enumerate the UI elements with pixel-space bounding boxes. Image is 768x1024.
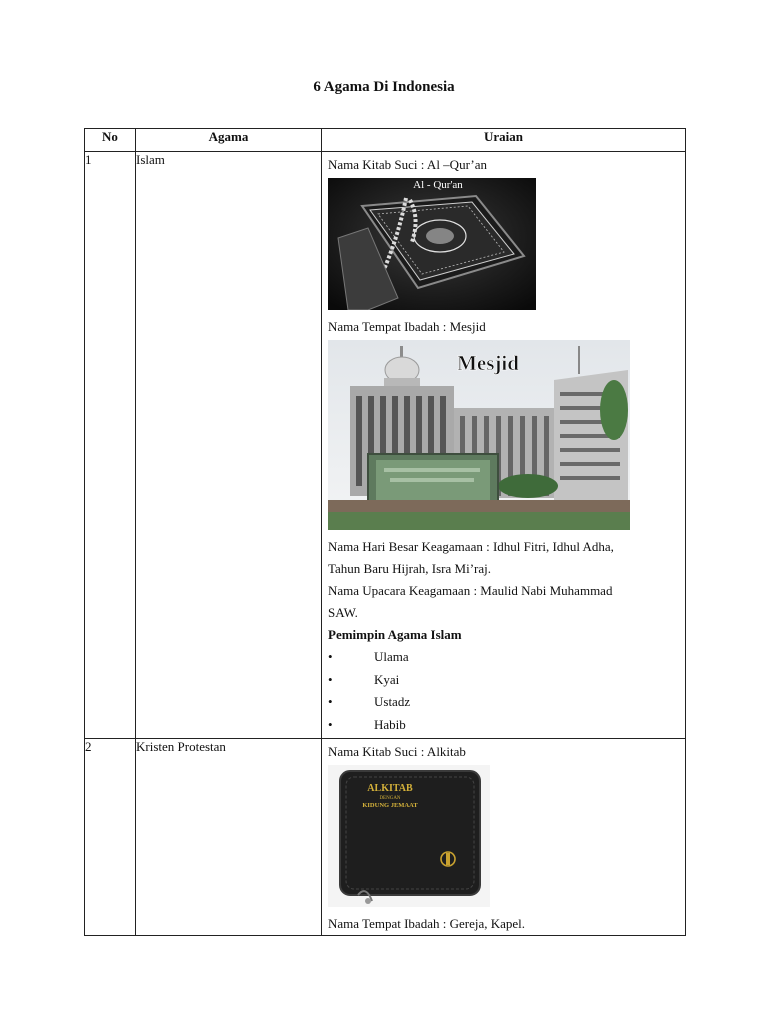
alkitab-image bbox=[328, 765, 490, 907]
list-item bbox=[328, 669, 685, 692]
list-item bbox=[328, 691, 685, 714]
kitab-line: Nama Kitab Suci : Alkitab bbox=[328, 744, 466, 759]
tempat-line: Nama Tempat Ibadah : Mesjid bbox=[328, 319, 486, 334]
pemimpin-item: Ustadz bbox=[374, 694, 411, 709]
religion-name: Islam bbox=[136, 152, 322, 739]
religion-table bbox=[84, 128, 686, 936]
header-agama: Agama bbox=[136, 129, 322, 152]
alkitab-image-sub2: KIDUNG JEMAAT bbox=[362, 802, 418, 809]
pemimpin-item: Kyai bbox=[374, 671, 400, 687]
upacara-line-2: SAW. bbox=[328, 605, 358, 620]
quran-image bbox=[328, 178, 536, 310]
header-no: No bbox=[85, 129, 136, 152]
page-title: 6 Agama Di Indonesia bbox=[313, 79, 455, 95]
bullet-icon: • bbox=[328, 694, 333, 709]
pemimpin-list bbox=[328, 646, 685, 736]
quran-image-caption: Al - Qur'an bbox=[413, 179, 463, 191]
table-row bbox=[85, 152, 686, 739]
upacara-line-1: Nama Upacara Keagamaan : Maulid Nabi Muhammad bbox=[328, 583, 613, 598]
hari-besar-line-2: Tahun Baru Hijrah, Isra Mi’raj. bbox=[328, 561, 491, 576]
alkitab-image-sub1: DENGAN bbox=[379, 796, 401, 801]
mosque-image-caption: Mesjid bbox=[457, 351, 519, 375]
pemimpin-title: Pemimpin Agama Islam bbox=[328, 627, 462, 642]
pemimpin-item: Ulama bbox=[374, 649, 409, 664]
list-item bbox=[328, 646, 685, 669]
religion-name: Kristen Protestan bbox=[136, 739, 322, 936]
table-header-row bbox=[85, 129, 686, 152]
bullet-icon: • bbox=[328, 671, 333, 687]
row-number: 2 bbox=[85, 739, 136, 936]
row-number: 1 bbox=[85, 152, 136, 739]
alkitab-image-title: ALKITAB bbox=[367, 783, 413, 794]
uraian-cell bbox=[322, 739, 686, 936]
uraian-cell bbox=[322, 152, 686, 739]
bullet-icon: • bbox=[328, 649, 333, 664]
list-item bbox=[328, 714, 685, 737]
pemimpin-item: Habib bbox=[374, 716, 406, 732]
header-uraian: Uraian bbox=[322, 129, 686, 152]
hari-besar-line-1: Nama Hari Besar Keagamaan : Idhul Fitri, Idhul Adha, bbox=[328, 539, 614, 554]
kitab-line: Nama Kitab Suci : Al –Qur’an bbox=[328, 157, 487, 172]
table-row bbox=[85, 739, 686, 936]
tempat-line: Nama Tempat Ibadah : Gereja, Kapel. bbox=[328, 916, 526, 931]
mosque-image bbox=[328, 340, 630, 530]
bullet-icon: • bbox=[328, 716, 333, 732]
